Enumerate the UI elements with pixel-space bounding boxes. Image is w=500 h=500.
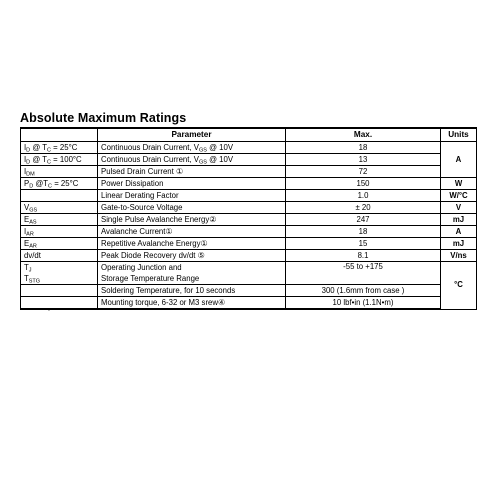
symbol-cell <box>21 238 98 250</box>
header-units: Units <box>441 128 477 142</box>
symbol: I <box>24 166 27 176</box>
symbol-cell <box>21 285 98 297</box>
symbol-cell: dv/dt <box>21 250 98 262</box>
symbol: E <box>24 238 30 248</box>
unit-cell: °C <box>441 262 477 310</box>
parameter-text: Avalanche Current① <box>98 226 286 238</box>
table-row <box>21 166 477 178</box>
symbol: E <box>24 214 30 224</box>
header-max: Max. <box>286 128 441 142</box>
parameter-text: Peak Diode Recovery dv/dt ⑤ <box>98 250 286 262</box>
parameter-cell <box>98 154 286 166</box>
max-value: 1.0 <box>286 190 441 202</box>
parameter-text: Storage Temperature Range <box>101 274 200 283</box>
parameter-text: Soldering Temperature, for 10 seconds <box>98 285 286 297</box>
symbol-subscript: GS <box>29 207 38 213</box>
symbol: P <box>24 178 30 188</box>
header-symbol <box>21 128 98 142</box>
parameter-text: Repetitive Avalanche Energy① <box>98 238 286 250</box>
table-row <box>21 154 477 166</box>
parameter-cell <box>98 142 286 154</box>
max-value: 247 <box>286 214 441 226</box>
header-parameter: Parameter <box>98 128 286 142</box>
symbol-subscript: STG <box>28 278 41 285</box>
footnote-mark: . <box>48 306 50 313</box>
unit-cell: mJ <box>441 238 477 250</box>
symbol-condition: = 25°C <box>52 178 79 188</box>
symbol-subscript: C <box>48 183 53 189</box>
symbol-subscript: AS <box>29 219 37 225</box>
parameter-text: Pulsed Drain Current ① <box>98 166 286 178</box>
symbol-condition: = 25°C <box>51 142 78 152</box>
max-value: 300 (1.6mm from case ) <box>286 285 441 297</box>
max-value: 72 <box>286 166 441 178</box>
max-value: 15 <box>286 238 441 250</box>
table-row <box>21 285 477 297</box>
symbol-condition: @ T <box>30 154 48 164</box>
symbol-cell <box>21 297 98 310</box>
parameter-text: @ 10V <box>206 142 234 152</box>
max-value: 8.1 <box>286 250 441 262</box>
symbol-subscript: C <box>47 159 52 165</box>
parameter-subscript: GS <box>198 159 207 165</box>
table-row <box>21 214 477 226</box>
table-row <box>21 226 477 238</box>
symbol: T <box>24 274 29 283</box>
symbol-cell <box>21 190 98 202</box>
unit-cell: W <box>441 178 477 190</box>
parameter-text: Linear Derating Factor <box>98 190 286 202</box>
symbol: I <box>24 142 27 152</box>
symbol-subscript: C <box>47 147 52 153</box>
symbol-cell <box>21 202 98 214</box>
parameter-text: Operating Junction and <box>101 263 182 272</box>
parameter-text: Mounting torque, 6-32 or M3 srew④ <box>98 297 286 310</box>
table-row <box>21 190 477 202</box>
symbol: T <box>24 263 29 272</box>
table-row <box>21 297 477 310</box>
parameter-text: @ 10V <box>206 154 234 164</box>
parameter-text: Continuous Drain Current, V <box>101 142 199 152</box>
symbol-subscript: DM <box>26 171 35 177</box>
symbol-subscript: AR <box>26 231 34 237</box>
symbol: V <box>24 202 30 212</box>
symbol-subscript: D <box>26 159 31 165</box>
parameter-text: Continuous Drain Current, V <box>101 154 199 164</box>
max-value: -55 to +175 <box>286 262 441 285</box>
symbol-subscript: D <box>26 147 31 153</box>
table-header-row <box>21 128 477 142</box>
parameter-text: Power Dissipation <box>98 178 286 190</box>
section-heading: Absolute Maximum Ratings <box>20 111 187 125</box>
table-row <box>21 142 477 154</box>
absolute-maximum-ratings-table <box>20 127 477 310</box>
max-value: 150 <box>286 178 441 190</box>
parameter-text: Single Pulse Avalanche Energy② <box>98 214 286 226</box>
symbol-cell <box>21 262 98 285</box>
symbol: I <box>24 226 27 236</box>
unit-cell: A <box>441 142 477 178</box>
max-value: 10 lbf•in (1.1N•m) <box>286 297 441 310</box>
symbol-cell <box>21 166 98 178</box>
unit-cell: V <box>441 202 477 214</box>
symbol-condition: = 100°C <box>51 154 82 164</box>
unit-cell: W/°C <box>441 190 477 202</box>
symbol-cell <box>21 178 98 190</box>
max-value: 13 <box>286 154 441 166</box>
unit-cell: mJ <box>441 214 477 226</box>
max-value: 18 <box>286 142 441 154</box>
symbol-cell <box>21 214 98 226</box>
symbol-subscript: AR <box>29 243 37 249</box>
max-value: ± 20 <box>286 202 441 214</box>
table-row <box>21 250 477 262</box>
max-value: 18 <box>286 226 441 238</box>
table-row <box>21 178 477 190</box>
parameter-cell <box>98 262 286 285</box>
symbol-condition: @ T <box>30 142 48 152</box>
parameter-subscript: GS <box>198 147 207 153</box>
symbol-cell <box>21 154 98 166</box>
symbol-subscript: D <box>29 183 34 189</box>
symbol-subscript: J <box>28 267 32 274</box>
symbol-cell <box>21 226 98 238</box>
symbol-cell <box>21 142 98 154</box>
symbol-condition: @T <box>33 178 49 188</box>
unit-cell: A <box>441 226 477 238</box>
table-row <box>21 262 477 285</box>
unit-cell: V/ns <box>441 250 477 262</box>
table-row <box>21 202 477 214</box>
parameter-text: Gate-to-Source Voltage <box>98 202 286 214</box>
table-row <box>21 238 477 250</box>
symbol: I <box>24 154 27 164</box>
